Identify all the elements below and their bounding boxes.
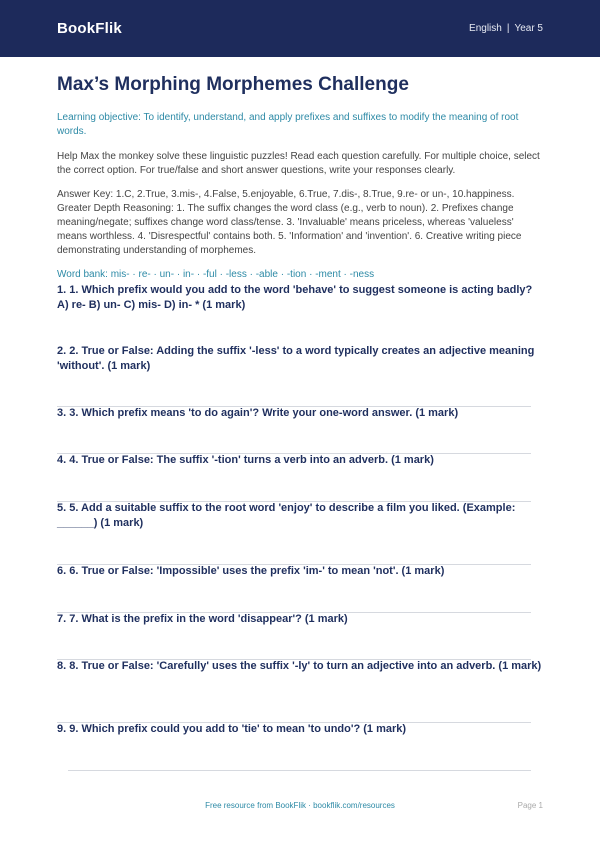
year-label: Year 5 [514,23,543,34]
question-2: 2. 2. True or False: Adding the suffix '-less' to a word typically creates an adjective meaning 'without'. (1 mark) [57,345,535,372]
subject-label: English [469,23,502,34]
question-6: 6. 6. True or False: 'Impossible' uses the prefix 'im-' to mean 'not'. (1 mark) [57,565,445,577]
footer-link[interactable]: Free resource from BookFlik · bookflik.com/resources [205,801,395,810]
question-9: 9. 9. Which prefix could you add to 'tie' to mean 'to undo'? (1 mark) [57,723,407,735]
page-number: Page 1 [517,801,543,810]
question-1: 1. 1. Which prefix would you add to the word 'behave' to suggest someone is acting badly? A) re- B) un- C) mis- D) in- * (1 mark) [57,284,533,311]
question-4: 4. 4. True or False: The suffix '-tion' turns a verb into an adverb. (1 mark) [57,454,434,466]
worksheet-body [0,67,600,282]
page-title: Max’s Morphing Morphemes Challenge [57,74,409,95]
question-5: 5. 5. Add a suitable suffix to the root word 'enjoy' to describe a film you liked. (Example: ______) (1 mark) [57,502,516,529]
learning-objective: Learning objective: To identify, understand, and apply prefixes and suffixes to modify the meaning of root words. [57,112,519,137]
site-header [0,0,600,57]
question-3: 3. 3. Which prefix means 'to do again'? Write your one-word answer. (1 mark) [57,407,459,419]
word-bank: Word bank: mis- · re- · un- · in- · -ful · -less · -able · -tion · -ment · -ness [57,269,375,280]
brand-logo[interactable]: BookFlik [57,20,122,37]
question-7: 7. 7. What is the prefix in the word 'disappear'? (1 mark) [57,613,348,625]
instructions: Help Max the monkey solve these linguistic puzzles! Read each question carefully. For multiple choice, select the correct option. For true/false and short answer questions, write your responses clearly. [57,151,540,176]
subject-year [469,23,543,34]
answer-line-9[interactable] [68,770,531,771]
meta-separator: | [506,23,510,34]
answer-key: Answer Key: 1.C, 2.True, 3.mis-, 4.False, 5.enjoyable, 6.True, 7.dis-, 8.True, 9.re- or un-, 10.happiness. Greater Depth Reasoning: 1. The suffix changes the word class (e.g., verb to noun). 2. Prefixes change meaning/negate; suffixes change word class/tense. 3. 'Invaluable' means priceless, whereas 'valueless' means worthless. 4. 'Disrespectful' contains both. 5. 'Information' and 'invention'. 6. Creative writing piece demonstrating understanding of morphemes. [57,189,522,256]
question-8: 8. 8. True or False: 'Carefully' uses the suffix '-ly' to turn an adjective into an adverb. (1 mark) [57,660,542,672]
